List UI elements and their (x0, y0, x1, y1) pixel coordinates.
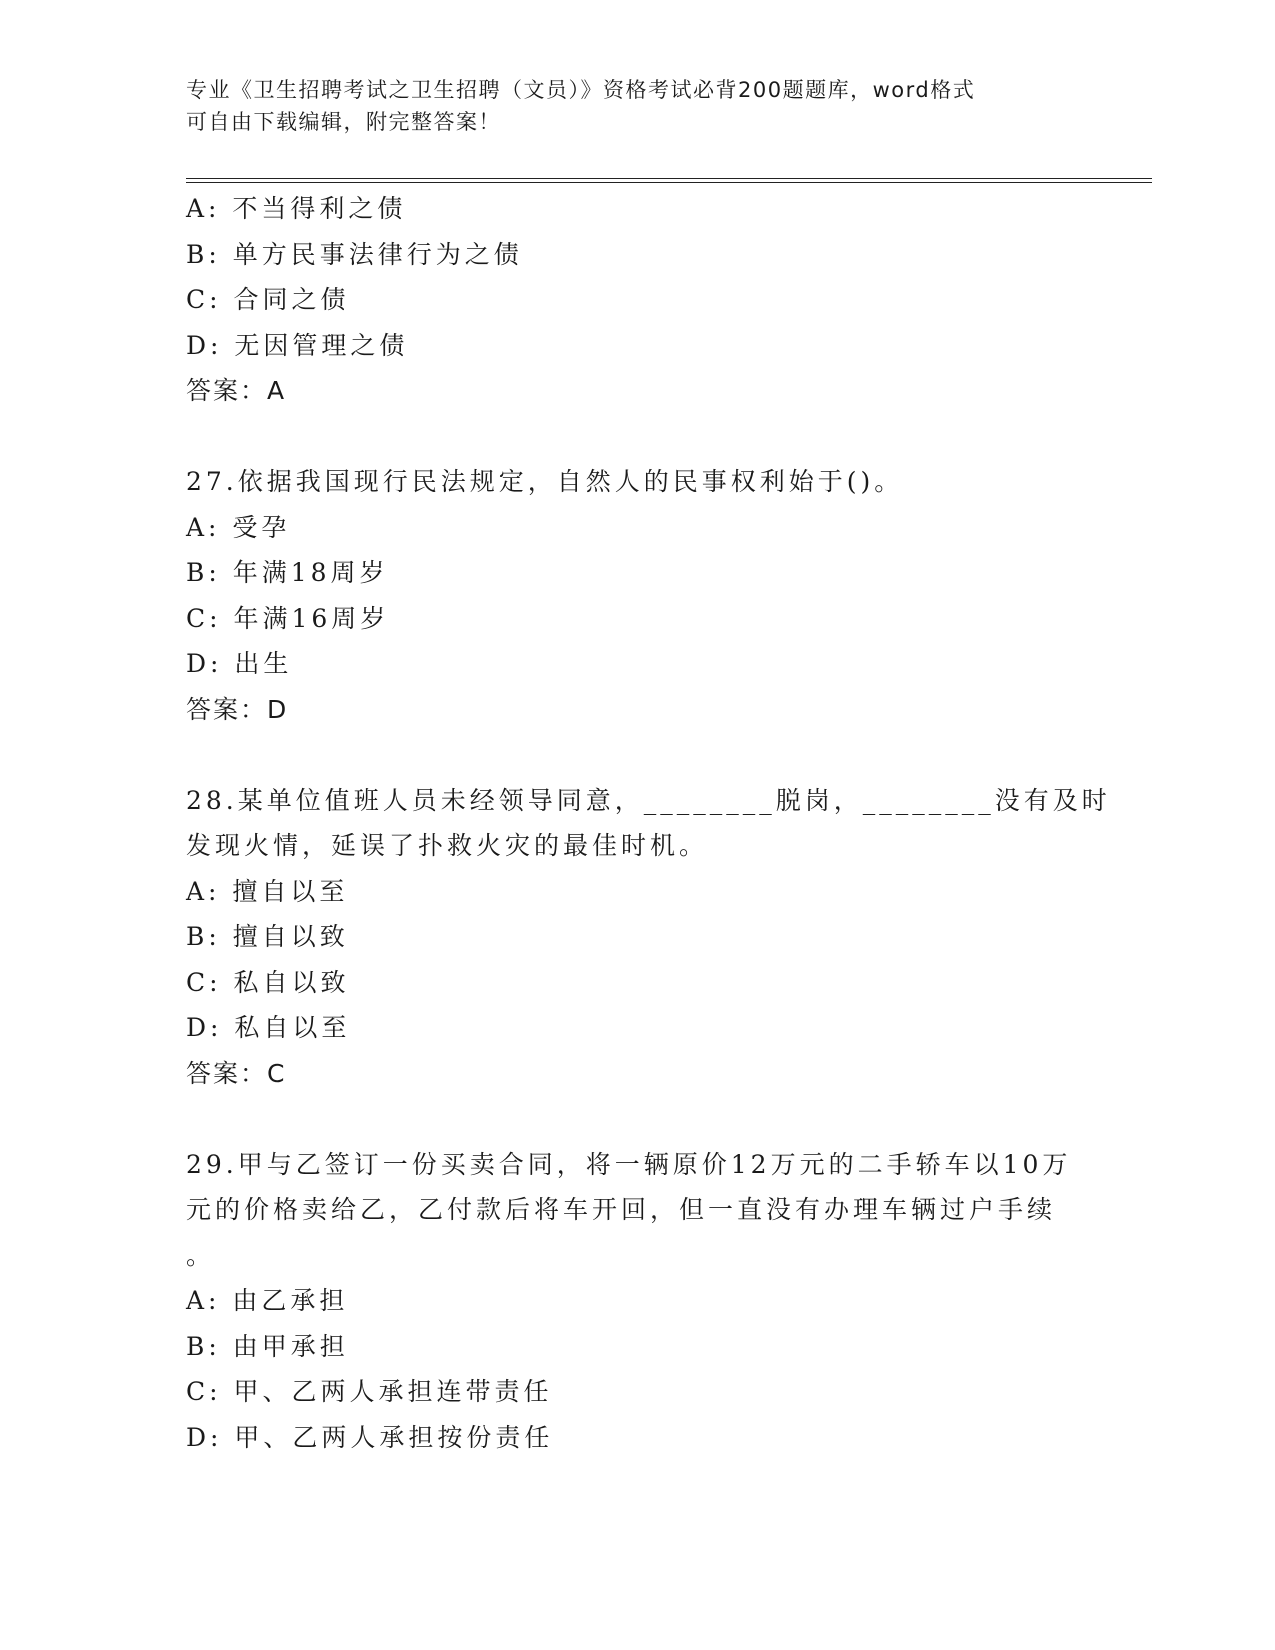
option-b: B: 擅自以致 (186, 922, 349, 951)
option-c: C: 私自以致 (186, 967, 350, 997)
question-title-line-1: 28.某单位值班人员未经领导同意，________脱岗，________没有及时 (186, 785, 1111, 815)
question-title-line-2: 发现火情，延误了扑救火灾的最佳时机。 (186, 831, 709, 860)
option-d: D: 甲、乙两人承担按份责任 (186, 1422, 554, 1452)
option-c: C: 甲、乙两人承担连带责任 (186, 1377, 553, 1406)
option-a: A: 擅自以至 (186, 876, 349, 906)
header-divider-top (186, 178, 1152, 179)
option-d: D: 私自以至 (186, 1013, 351, 1042)
option-c: C: 合同之债 (186, 285, 350, 314)
answer: 答案：C (186, 1058, 287, 1088)
question-26 (186, 186, 1086, 414)
question-list (186, 186, 1111, 1460)
option-d: D: 出生 (186, 649, 293, 678)
option-b: B: 年满18周岁 (186, 558, 389, 587)
option-d: D: 无因管理之债 (186, 330, 409, 360)
spacer (186, 732, 1086, 778)
option-b: B: 由甲承担 (186, 1331, 349, 1361)
answer: 答案：A (186, 376, 287, 405)
option-b: B: 单方民事法律行为之债 (186, 239, 523, 269)
spacer (186, 414, 1086, 460)
option-a: A: 受孕 (186, 512, 291, 542)
question-title-line-3: 。 (186, 1240, 216, 1270)
question-title: 27.依据我国现行民法规定，自然人的民事权利始于()。 (186, 467, 904, 496)
question-title-line-2: 元的价格卖给乙，乙付款后将车开回，但一直没有办理车辆过户手续 (186, 1195, 1057, 1224)
spacer (186, 1096, 1086, 1142)
option-a: A: 由乙承担 (186, 1286, 349, 1315)
header-title-line-1: 专业《卫生招聘考试之卫生招聘（文员）》资格考试必背200题题库，word格式 (186, 78, 976, 102)
option-a: A: 不当得利之债 (186, 194, 407, 223)
question-title-line-1: 29.甲与乙签订一份买卖合同，将一辆原价12万元的二手轿车以10万 (186, 1149, 1072, 1179)
document-header (186, 74, 1066, 138)
option-c: C: 年满16周岁 (186, 603, 390, 633)
header-divider-bottom (186, 182, 1152, 183)
header-title-line-2: 可自由下载编辑，附完整答案！ (186, 110, 501, 134)
question-29 (186, 1142, 1086, 1461)
question-28 (186, 778, 1111, 1097)
answer: 答案：D (186, 694, 289, 724)
question-27 (186, 459, 1086, 732)
